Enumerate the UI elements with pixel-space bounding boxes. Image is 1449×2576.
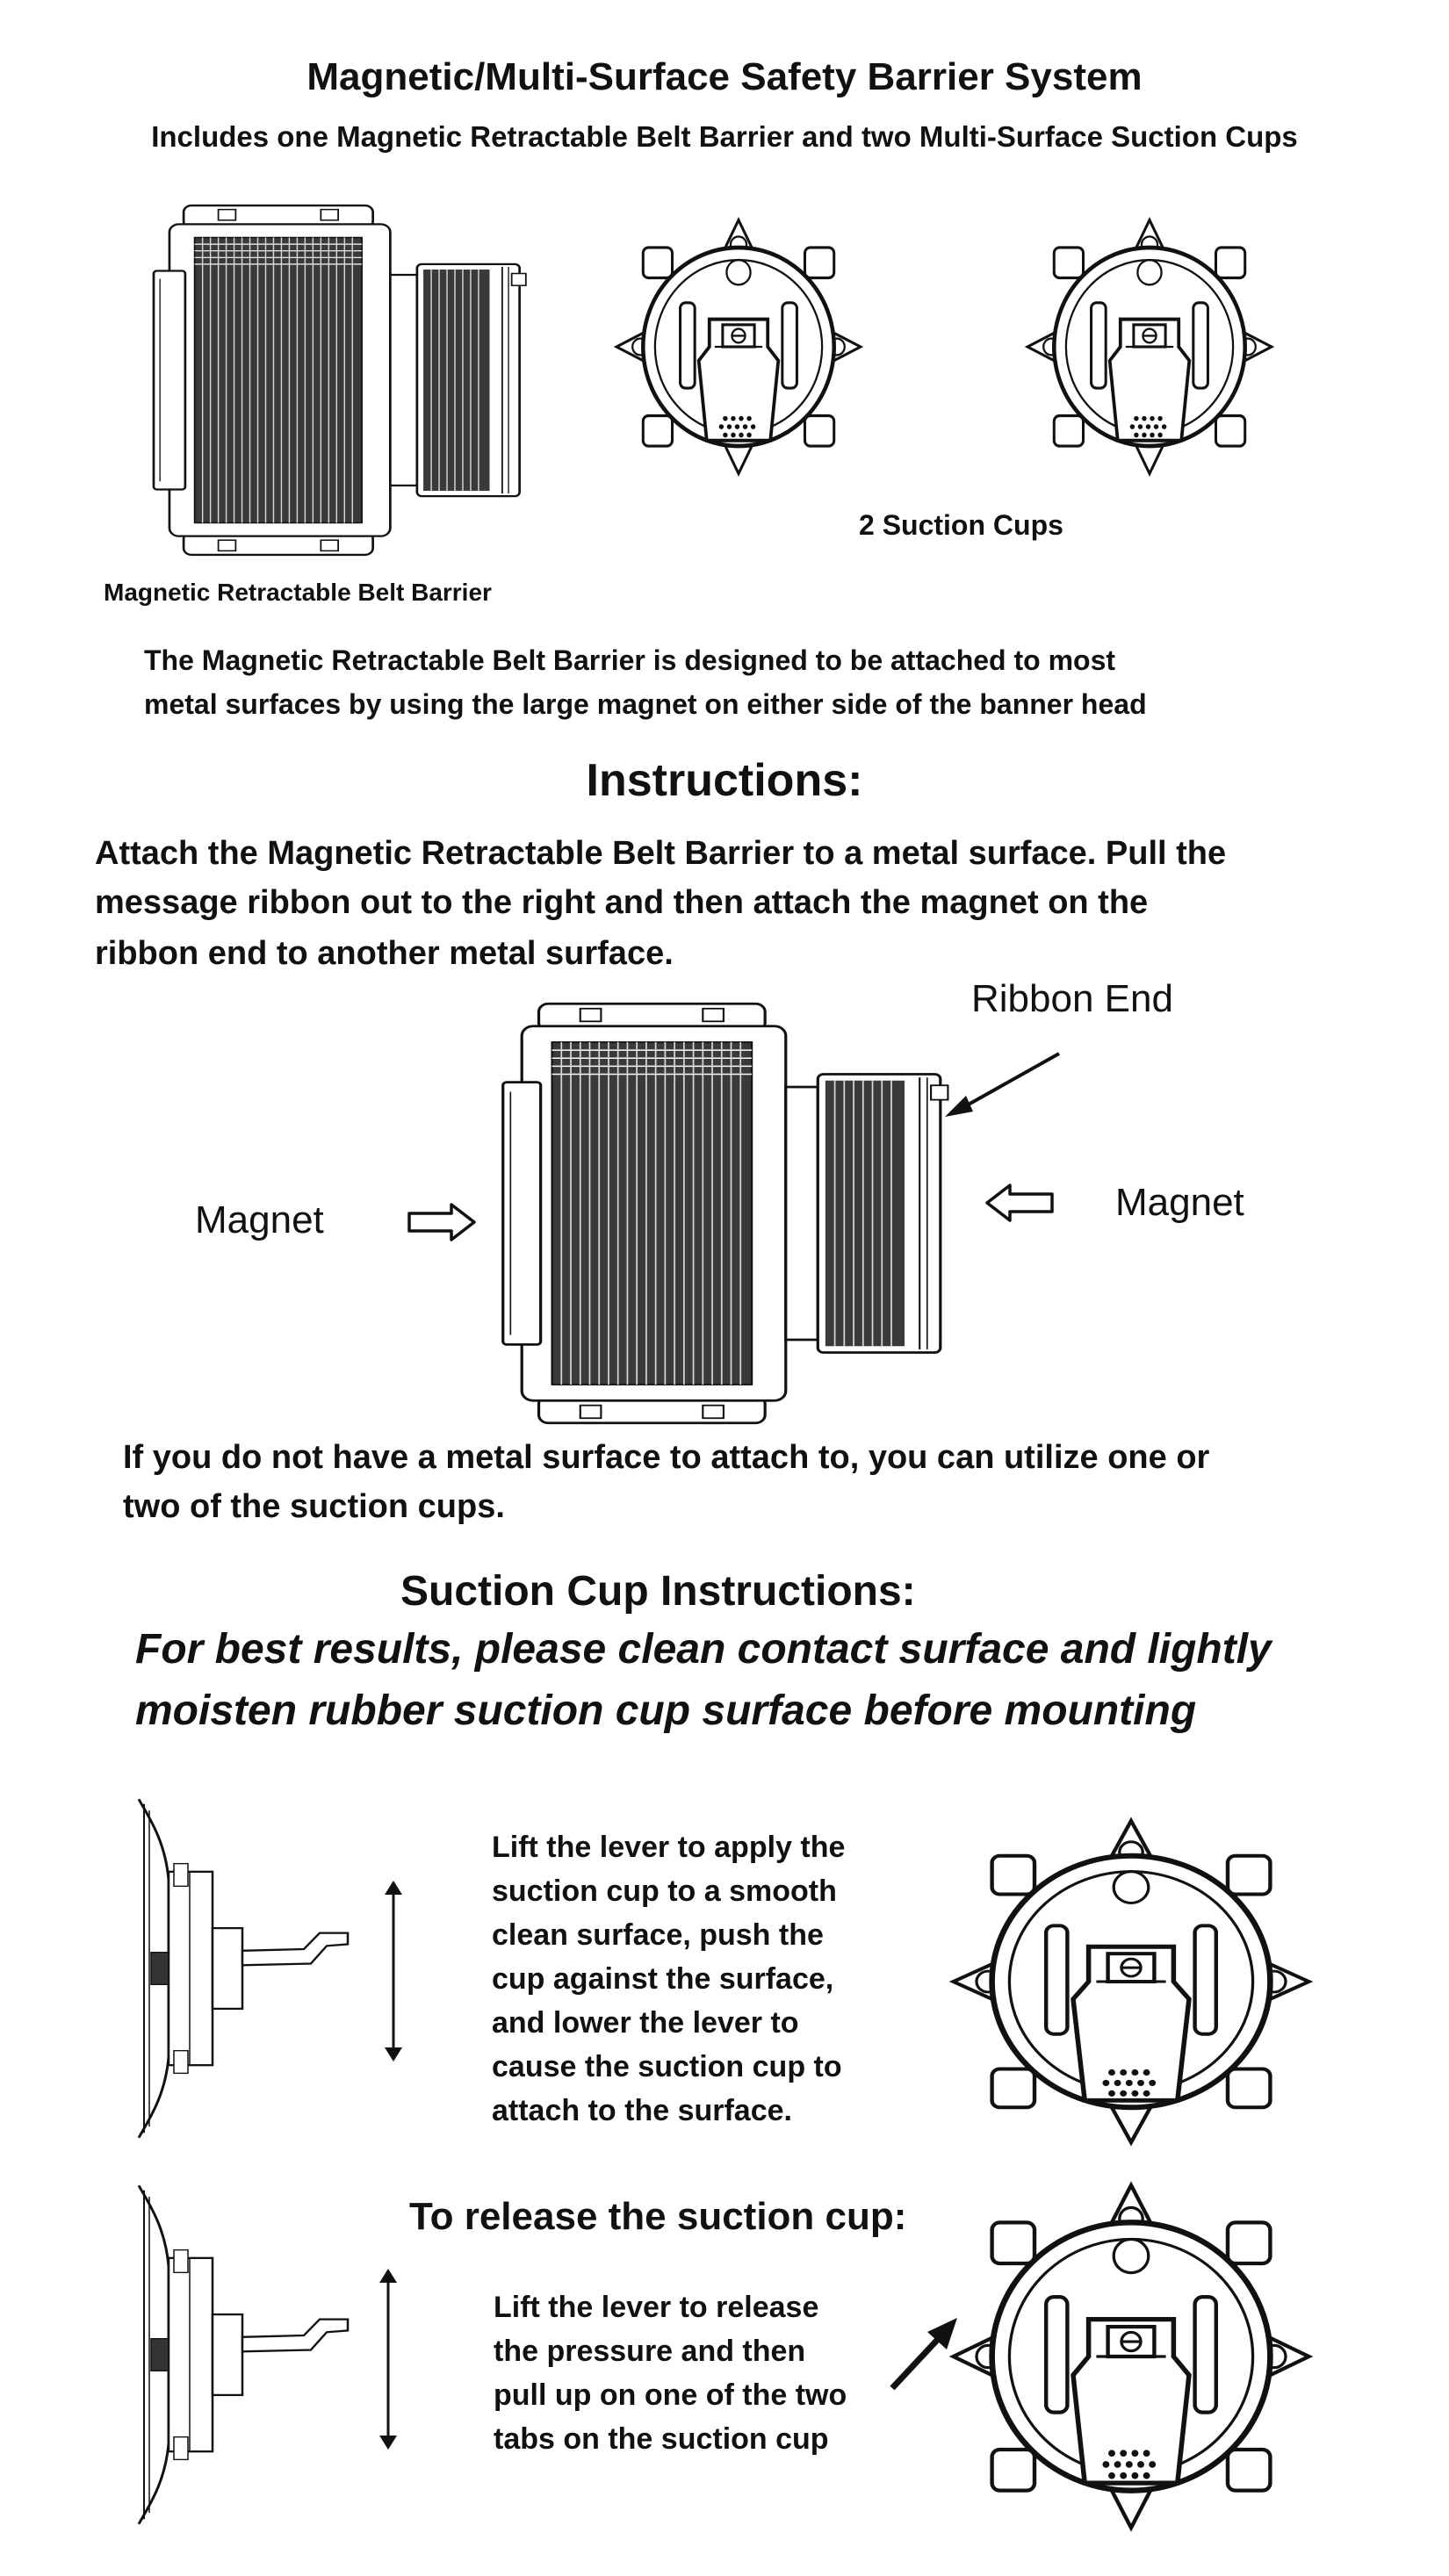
ribbon-end-label: Ribbon End [971, 977, 1173, 1020]
release-line: tabs on the suction cup [494, 2422, 829, 2456]
double-arrow-icon [372, 2267, 404, 2451]
suction-cup-side-view-apply [128, 1791, 357, 2146]
instructions-line: ribbon end to another metal surface. [95, 935, 674, 972]
magnet-left-label: Magnet [195, 1198, 324, 1241]
page-subtitle: Includes one Magnetic Retractable Belt Barrier and two Multi-Surface Suction Cups [151, 120, 1298, 153]
apply-line: cup against the surface, [492, 1962, 834, 1996]
suction-cup-illustration-1 [606, 209, 871, 485]
suction-cup-illustration-2 [1017, 209, 1282, 485]
release-line: the pressure and then [494, 2335, 806, 2368]
ribbon-end-arrow-icon [940, 1050, 1063, 1120]
release-line: pull up on one of the two [494, 2378, 847, 2412]
suction-tip-line: For best results, please clean contact surface and lightly [135, 1626, 1272, 1673]
suction-cup-side-view-release [128, 2177, 357, 2532]
suction-cup-illustration-release [938, 2170, 1324, 2543]
release-line: Lift the lever to release [494, 2291, 819, 2324]
barrier-diagram-illustration [494, 997, 955, 1429]
instructions-line: Attach the Magnetic Retractable Belt Barrier to a metal surface. Pull the [95, 835, 1227, 872]
magnet-right-label: Magnet [1115, 1181, 1244, 1224]
description-line: The Magnetic Retractable Belt Barrier is designed to be attached to most [144, 644, 1116, 676]
apply-line: suction cup to a smooth [492, 1874, 837, 1908]
page-title: Magnetic/Multi-Surface Safety Barrier System [306, 55, 1143, 98]
instructions-line: message ribbon out to the right and then attach the magnet on the [95, 884, 1149, 921]
barrier-caption: Magnetic Retractable Belt Barrier [104, 579, 492, 606]
suction-heading: Suction Cup Instructions: [400, 1568, 916, 1615]
retractable-barrier-illustration [146, 200, 532, 560]
magnet-left-arrow-icon [406, 1201, 478, 1243]
apply-line: and lower the lever to [492, 2006, 799, 2040]
alternative-line: If you do not have a metal surface to attach to, you can utilize one or [123, 1439, 1210, 1476]
magnet-right-arrow-icon [984, 1182, 1056, 1224]
apply-line: Lift the lever to apply the [492, 1831, 846, 1864]
suction-tip-line: moisten rubber suction cup surface before mounting [135, 1687, 1197, 1734]
instructions-heading: Instructions: [586, 755, 863, 806]
alternative-line: two of the suction cups. [123, 1488, 505, 1525]
description-line: metal surfaces by using the large magnet on either side of the banner head [144, 688, 1147, 720]
suction-cup-illustration-apply [938, 1807, 1324, 2156]
cups-caption: 2 Suction Cups [859, 509, 1063, 541]
double-arrow-icon [378, 1879, 409, 2063]
apply-line: clean surface, push the [492, 1918, 824, 1952]
apply-line: cause the suction cup to [492, 2050, 842, 2083]
apply-line: attach to the surface. [492, 2094, 792, 2127]
release-heading: To release the suction cup: [409, 2195, 907, 2238]
